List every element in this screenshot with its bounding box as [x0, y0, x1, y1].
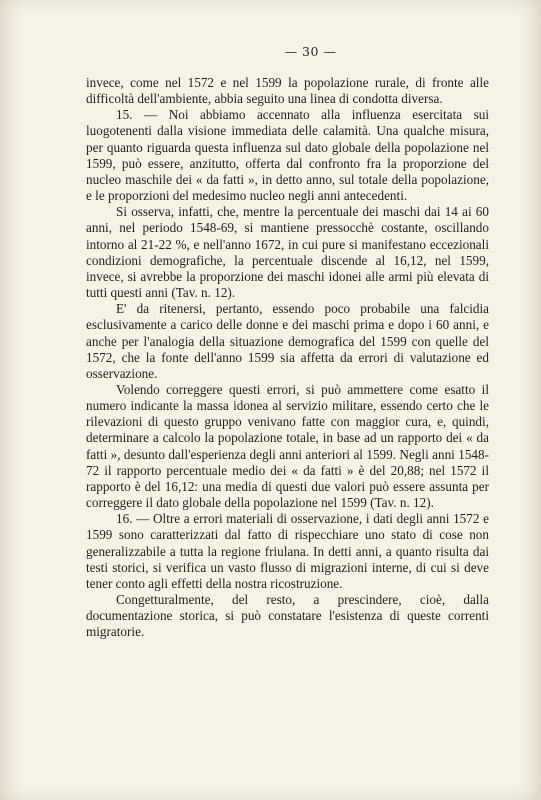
paragraph-male-percentage: Si osserva, infatti, che, mentre la percentuale dei maschi dai 14 ai 60 anni, nel periodo 1548-69, si mantiene pressocchè costante, oscillando intorno al 21-22 %, e nell'anno 1672, in cui pure si manifestano eccezionali condizioni demografiche, la percentuale discende al 16,12, nel 1599, invece, si avrebbe la proporzione dei maschi idonei alle armi più elevata di tutti questi anni (Tav. n. 12).: [86, 204, 489, 301]
paragraph-correction-method: Volendo correggere questi errori, si può ammettere come esatto il numero indicante la massa idonea al servizio militare, essendo certo che le rilevazioni di questo gruppo venivano fatte con maggior cura, e, quindi, determinare a calcolo la popolazione totale, in base ad un rapporto dei « da fatti », desunto dall'esperienza degli anni anteriori al 1599. Negli anni 1548-72 il rapporto percentuale medio dei « da fatti » è del 20,88; nel 1572 il rapporto è del 16,12: una media di questi due valori può essere assunta per correggere il dato globale della popolazione nel 1599 (Tav. n. 12).: [86, 381, 489, 511]
paragraph-migration-currents: Congetturalmente, del resto, a prescindere, cioè, dalla documentazione storica, si può constatare l'esistenza di queste correnti migratorie.: [86, 592, 489, 640]
paragraph-section-15: 15. — Noi abbiamo accennato alla influenza esercitata sui luogotenenti dalla visione immediata delle calamità. Una qualche misura, per quanto riguarda questa influenza sul dato globale della popolazione nel 1599, può essere, anzitutto, offerta dal confronto fra la proporzione del nucleo maschile dei « da fatti », in detto anno, sul totale della popolazione, e le proporzioni del medesimo nucleo negli anni antecedenti.: [86, 107, 489, 204]
paragraph-source-errors: E' da ritenersi, pertanto, essendo poco probabile una falcidia esclusivamente a carico delle donne e dei maschi prima e dopo i 60 anni, e anche per l'analogia della situazione demografica del 1599 con quelle del 1572, che la fonte dell'anno 1599 sia affetta da errori di valutazione ed osservazione.: [86, 301, 489, 381]
paragraph-section-16: 16. — Oltre a errori materiali di osservazione, i dati degli anni 1572 e 1599 sono caratterizzati dal fatto di rispecchiare uno stato di cose non generalizzabile a tutta la regione friulana. In detti anni, a quanto risulta dai testi storici, si verifica un vasto flusso di migrazioni interne, di cui si deve tener conto agli effetti della nostra ricostruzione.: [86, 511, 489, 591]
page-number: — 30 —: [284, 44, 337, 59]
paragraph-continuation: invece, come nel 1572 e nel 1599 la popolazione rurale, di fronte alle difficoltà dell'ambiente, abbia seguito una linea di condotta diversa.: [86, 75, 489, 107]
body-text: [86, 75, 489, 640]
